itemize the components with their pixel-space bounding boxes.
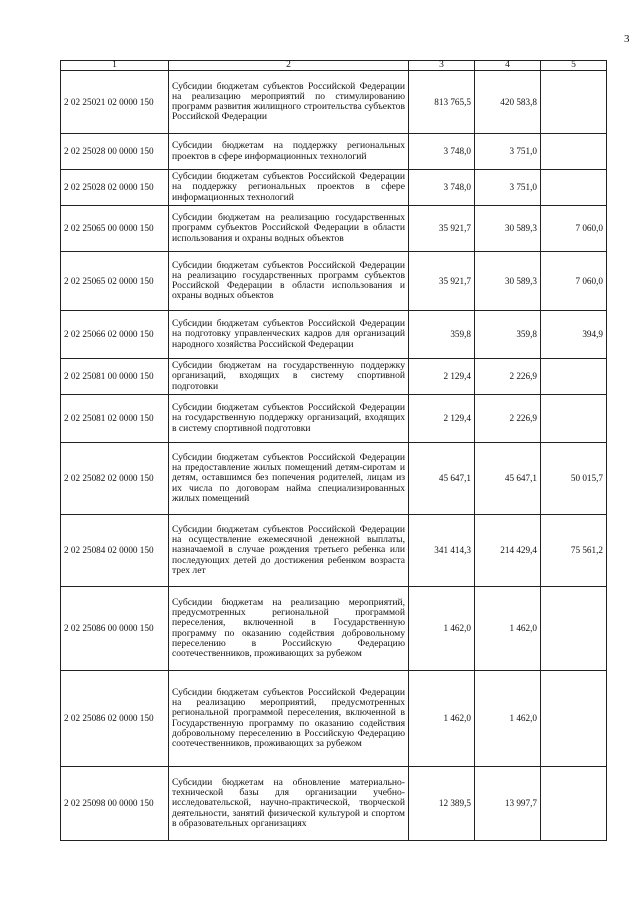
description-cell: Субсидии бюджетам субъектов Российской Федерации на осуществление ежемесячной денежной выплаты, назначаемой в случае рождения третьего ребенка или последующих детей до достижения ребенком возраста трех лет <box>169 515 409 587</box>
description-cell: Субсидии бюджетам субъектов Российской Федерации на реализацию мероприятий, предусмотренных региональной программой переселения, включенной в Государственную программу по оказанию содействия добровольному переселению в Российскую Федерацию соотечественников, проживающих за рубежом <box>169 671 409 767</box>
table-row <box>61 71 607 134</box>
column-4-value: 30 589,3 <box>475 206 541 252</box>
description-cell: Субсидии бюджетам на обновление материально-технической базы для организации учебно-исследовательской, научно-практической, творческой деятельности, занятий физической культурой и спортом в образовательных организациях <box>169 767 409 841</box>
description-cell: Субсидии бюджетам субъектов Российской Федерации на реализацию государственных программ субъектов Российской Федерации в области использования и охраны водных объектов <box>169 252 409 311</box>
table-row <box>61 395 607 443</box>
column-4-value: 420 583,8 <box>475 71 541 134</box>
budget-table <box>60 60 607 841</box>
column-5-value <box>541 767 607 841</box>
column-4-value: 45 647,1 <box>475 443 541 515</box>
description-cell: Субсидии бюджетам субъектов Российской Федерации на подготовку управленческих кадров для организаций народного хозяйства Российской Федерации <box>169 311 409 359</box>
column-5-value <box>541 71 607 134</box>
description-cell: Субсидии бюджетам на реализацию мероприятий, предусмотренных региональной программой переселения, включенной в Государственную программу по оказанию содействия добровольному переселению в Российскую Федерацию соотечественников, проживающих за рубежом <box>169 587 409 671</box>
column-header: 5 <box>541 61 607 71</box>
budget-code-cell: 2 02 25021 02 0000 150 <box>61 71 169 134</box>
column-4-value: 2 226,9 <box>475 395 541 443</box>
column-3-value: 3 748,0 <box>409 170 475 206</box>
budget-code-cell: 2 02 25028 00 0000 150 <box>61 134 169 170</box>
table-row <box>61 671 607 767</box>
column-5-value: 7 060,0 <box>541 206 607 252</box>
table-row <box>61 443 607 515</box>
column-5-value: 7 060,0 <box>541 252 607 311</box>
column-4-value: 2 226,9 <box>475 359 541 395</box>
column-4-value: 13 997,7 <box>475 767 541 841</box>
column-3-value: 35 921,7 <box>409 252 475 311</box>
table-row <box>61 311 607 359</box>
budget-code-cell: 2 02 25065 02 0000 150 <box>61 252 169 311</box>
description-cell: Субсидии бюджетам субъектов Российской Федерации на поддержку региональных проектов в сфере информационных технологий <box>169 170 409 206</box>
table-row <box>61 170 607 206</box>
table-row <box>61 134 607 170</box>
description-cell: Субсидии бюджетам на государственную поддержку организаций, входящих в систему спортивной подготовки <box>169 359 409 395</box>
column-5-value <box>541 359 607 395</box>
column-4-value: 3 751,0 <box>475 134 541 170</box>
column-4-value: 1 462,0 <box>475 671 541 767</box>
table-row <box>61 767 607 841</box>
column-3-value: 2 129,4 <box>409 395 475 443</box>
column-4-value: 214 429,4 <box>475 515 541 587</box>
column-5-value <box>541 671 607 767</box>
column-4-value: 359,8 <box>475 311 541 359</box>
budget-code-cell: 2 02 25028 02 0000 150 <box>61 170 169 206</box>
column-4-value: 1 462,0 <box>475 587 541 671</box>
budget-code-cell: 2 02 25082 02 0000 150 <box>61 443 169 515</box>
column-5-value <box>541 170 607 206</box>
budget-code-cell: 2 02 25081 00 0000 150 <box>61 359 169 395</box>
column-3-value: 45 647,1 <box>409 443 475 515</box>
column-3-value: 35 921,7 <box>409 206 475 252</box>
column-5-value: 75 561,2 <box>541 515 607 587</box>
column-header: 4 <box>475 61 541 71</box>
column-5-value <box>541 134 607 170</box>
column-5-value <box>541 395 607 443</box>
page-number: 3 <box>624 33 630 45</box>
column-3-value: 359,8 <box>409 311 475 359</box>
column-3-value: 2 129,4 <box>409 359 475 395</box>
description-cell: Субсидии бюджетам на реализацию государственных программ субъектов Российской Федерации в области использования и охраны водных объектов <box>169 206 409 252</box>
table-row <box>61 252 607 311</box>
budget-code-cell: 2 02 25086 02 0000 150 <box>61 671 169 767</box>
column-header: 1 <box>61 61 169 71</box>
column-3-value: 3 748,0 <box>409 134 475 170</box>
column-3-value: 341 414,3 <box>409 515 475 587</box>
column-4-value: 3 751,0 <box>475 170 541 206</box>
description-cell: Субсидии бюджетам субъектов Российской Федерации на государственную поддержку организаций, входящих в систему спортивной подготовки <box>169 395 409 443</box>
description-cell: Субсидии бюджетам на поддержку региональных проектов в сфере информационных технологий <box>169 134 409 170</box>
column-header: 3 <box>409 61 475 71</box>
budget-code-cell: 2 02 25086 00 0000 150 <box>61 587 169 671</box>
column-header: 2 <box>169 61 409 71</box>
table-row <box>61 587 607 671</box>
column-3-value: 12 389,5 <box>409 767 475 841</box>
budget-code-cell: 2 02 25065 00 0000 150 <box>61 206 169 252</box>
description-cell: Субсидии бюджетам субъектов Российской Федерации на предоставление жилых помещений детям-сиротам и детям, оставшимся без попечения родителей, лицам из их числа по договорам найма специализированных жилых помещений <box>169 443 409 515</box>
table-row <box>61 515 607 587</box>
table-row <box>61 359 607 395</box>
column-3-value: 1 462,0 <box>409 587 475 671</box>
budget-code-cell: 2 02 25098 00 0000 150 <box>61 767 169 841</box>
description-cell: Субсидии бюджетам субъектов Российской Федерации на реализацию мероприятий по стимулированию программ развития жилищного строительства субъектов Российской Федерации <box>169 71 409 134</box>
table-row <box>61 206 607 252</box>
column-5-value: 394,9 <box>541 311 607 359</box>
budget-code-cell: 2 02 25066 02 0000 150 <box>61 311 169 359</box>
column-5-value: 50 015,7 <box>541 443 607 515</box>
column-4-value: 30 589,3 <box>475 252 541 311</box>
column-3-value: 1 462,0 <box>409 671 475 767</box>
column-3-value: 813 765,5 <box>409 71 475 134</box>
budget-code-cell: 2 02 25084 02 0000 150 <box>61 515 169 587</box>
budget-code-cell: 2 02 25081 02 0000 150 <box>61 395 169 443</box>
table-header-row <box>61 61 607 71</box>
column-5-value <box>541 587 607 671</box>
